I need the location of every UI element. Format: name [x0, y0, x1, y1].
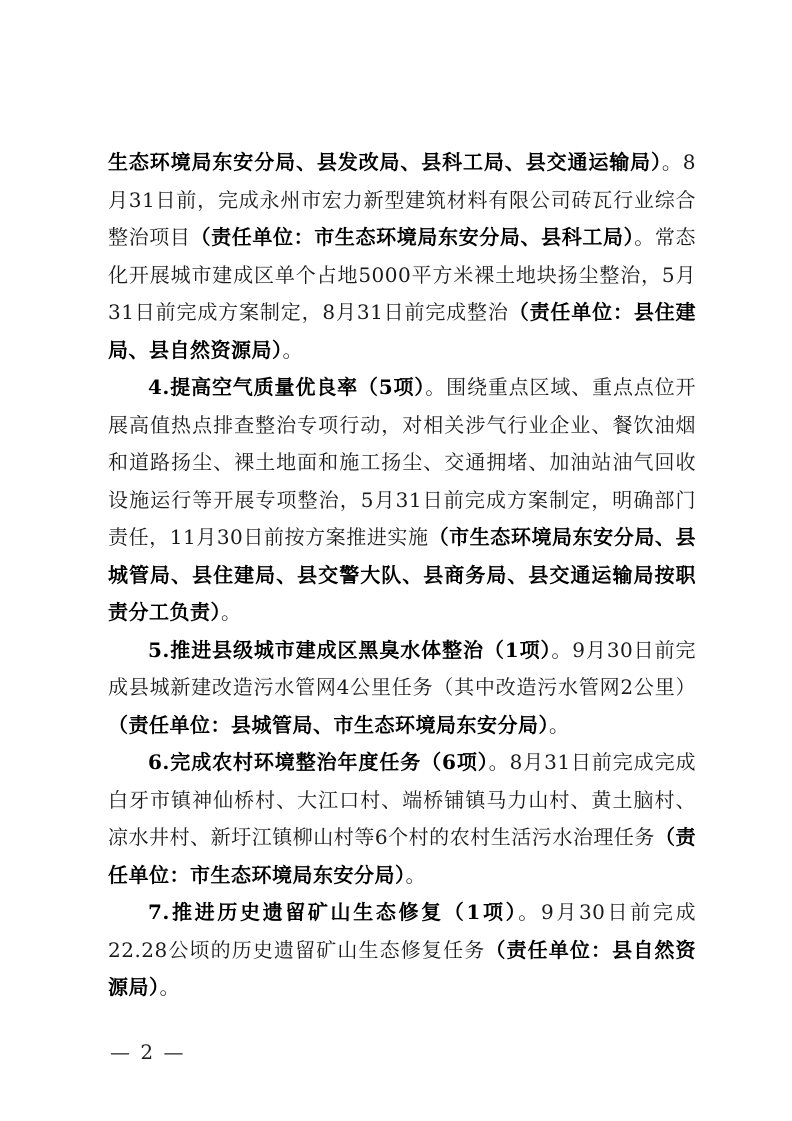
- responsibility-note: 生态环境局东安分局、县发改局、县科工局、县交通运输局）: [108, 150, 662, 174]
- responsibility-note: （责任单位：县城管局、市生态环境局东安分局）: [108, 712, 549, 737]
- body-text: 。: [159, 975, 180, 999]
- section-heading: 4.提高空气质量优良率（5项）: [148, 375, 426, 399]
- paragraph-1: [108, 144, 696, 369]
- body-text: 。: [221, 600, 242, 624]
- body-text: 。围绕重点区域、重点点位开展高值热点排查整治专项行动，对相关涉气行业企业、餐饮油烟和道路扬尘、裸土地面和施工扬尘、交通拥堵、加油站油气回收设施运行等开展专项整治，5月31日前完成方案制定，明确部门责任，11月30日前按方案推进实施: [108, 375, 697, 549]
- body-text: 。常态化开展城市建成区单个占地5000平方米裸土地块扬尘整治，5月31日前完成方案制定，8月31日前完成整治: [108, 225, 696, 324]
- body-text: 。8月31日前，完成永州市宏力新型建筑材料有限公司砖瓦行业综合整治项目: [108, 150, 696, 249]
- section-heading: 6.完成农村环境整治年度任务（6项）: [148, 750, 489, 774]
- document-page: [108, 144, 696, 1007]
- paragraph-3: [108, 632, 696, 745]
- paragraph-4: [108, 744, 696, 894]
- body-text: 。: [282, 337, 303, 362]
- responsibility-note: （责任单位：市生态环境局东安分局、县科工局）: [190, 225, 635, 249]
- responsibility-note: （市生态环境局东安分局、县城管局、县住建局、县交警大队、县商务局、县交通运输局按职责分工负责）: [108, 525, 696, 624]
- body-text: 。9月30日前完成22.28公顷的历史遗留矿山生态修复任务: [108, 900, 696, 962]
- section-heading: 7.推进历史遗留矿山生态修复（1项）: [148, 900, 519, 924]
- page-number: — 2 —: [110, 1040, 186, 1064]
- body-text: 。9月30日前完成县城新建改造污水管网4公里任务（其中改造污水管网2公里）: [108, 637, 696, 699]
- responsibility-note: （责任单位：市生态环境局东安分局）: [108, 825, 696, 887]
- responsibility-note: （责任单位：县自然资源局）: [108, 937, 696, 999]
- body-text: 。: [549, 712, 570, 737]
- responsibility-note: （责任单位：县住建局、县自然资源局）: [108, 300, 697, 362]
- body-text: 。: [405, 862, 426, 887]
- paragraph-5: [108, 894, 696, 1007]
- section-heading: 5.推进县级城市建成区黑臭水体整治（1项）: [148, 637, 552, 662]
- paragraph-2: [108, 369, 696, 632]
- body-text: 。8月31日前完成完成白牙市镇神仙桥村、大江口村、端桥铺镇马力山村、黄土脑村、凉水井村、新圩江镇柳山村等6个村的农村生活污水治理任务: [108, 750, 696, 849]
